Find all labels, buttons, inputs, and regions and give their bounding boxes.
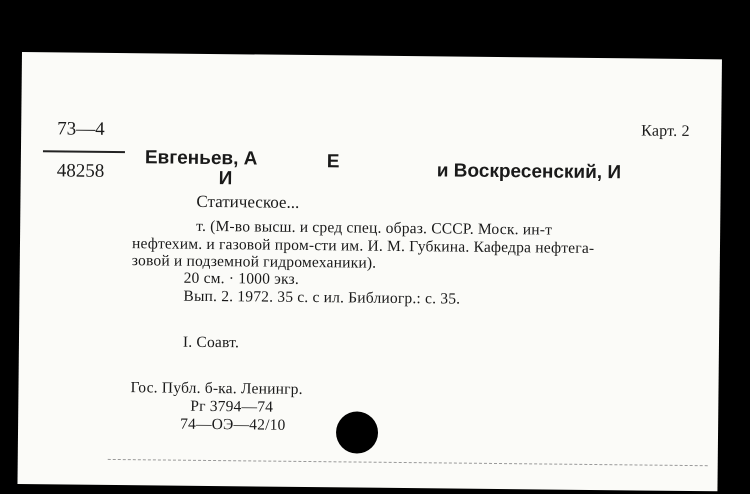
author-initial: Е [326,151,340,173]
library-line-1: Гос. Публ. б-ка. Ленингр. [130,379,303,398]
imprint-line-2: нефтехим. и газовой пром-сти им. И. М. Губкина. Кафедра нефтега- [131,235,595,258]
call-number-top: 73—4 [57,118,105,140]
issue-line: Вып. 2. 1972. 35 с. с ил. Библиогр.: с. 35. [183,287,461,308]
size-line: 20 см. · 1000 экз. [183,269,300,288]
imprint-line-1: т. (М-во высш. и сред спец. образ. СССР. Моск. ин-т [196,217,553,239]
library-line-2: Рг 3794—74 [190,397,274,416]
author-initial-line2: И [218,168,233,190]
catalog-card [17,52,721,491]
call-number-bottom: 48258 [56,160,105,182]
coauthor-entry: I. Соавт. [182,333,240,352]
imprint-line-3: зовой и подземной гидромеханики). [131,252,377,272]
author-primary: Евгеньев, А [144,147,258,170]
library-line-3: 74—ОЭ—42/10 [180,415,286,434]
work-title: Статическое... [196,191,300,212]
punch-hole [336,411,378,453]
card-number: Карт. 2 [641,122,690,140]
scan-noise-line [108,459,708,467]
author-secondary: и Воскресенский, И [436,160,622,184]
call-number-divider [43,150,125,153]
